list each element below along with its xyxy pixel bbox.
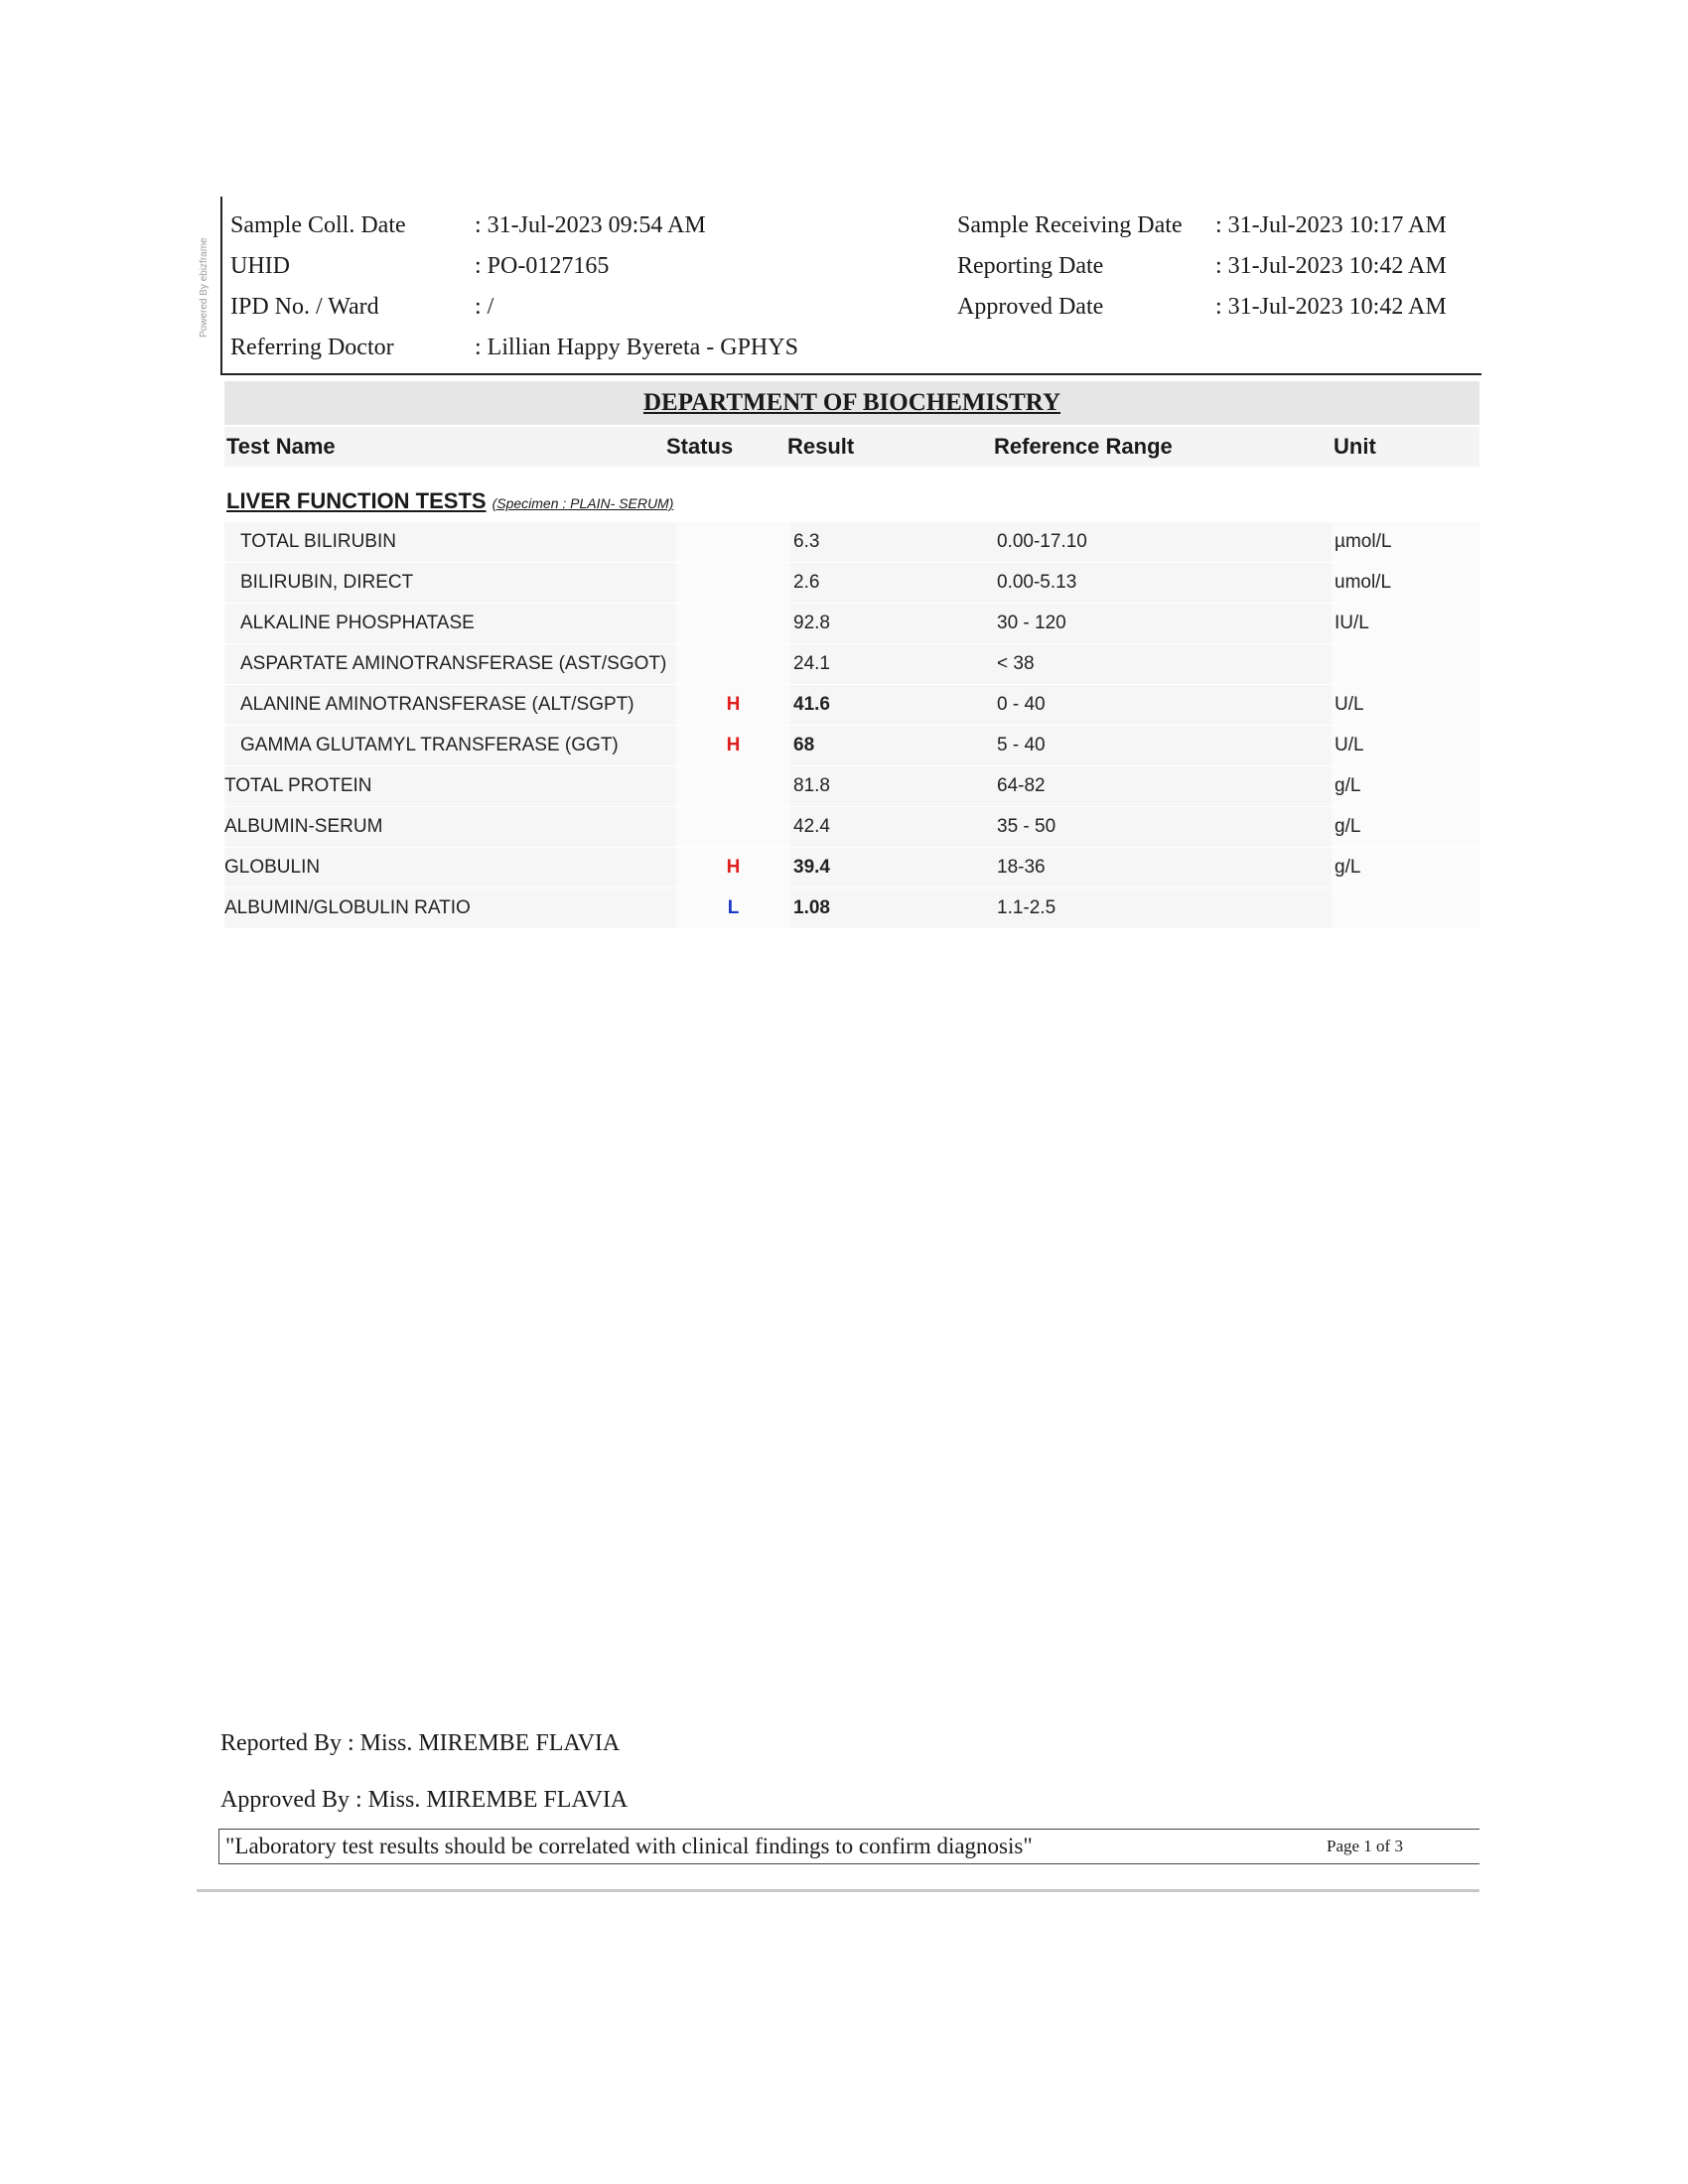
table-column-headers bbox=[224, 427, 1479, 467]
col-result: Result bbox=[787, 434, 855, 459]
specimen-note: (Specimen : PLAIN- SERUM) bbox=[492, 495, 674, 511]
header-label: UHID bbox=[230, 253, 290, 279]
test-range: 64-82 bbox=[997, 775, 1046, 796]
test-name: TOTAL BILIRUBIN bbox=[240, 531, 396, 552]
test-range: 18-36 bbox=[997, 857, 1046, 878]
test-result: 39.4 bbox=[793, 857, 830, 878]
header-label: Sample Receiving Date bbox=[957, 212, 1183, 238]
test-result: 68 bbox=[793, 735, 815, 755]
test-result: 1.08 bbox=[793, 897, 830, 918]
col-reference-range: Reference Range bbox=[994, 434, 1173, 459]
test-result: 6.3 bbox=[793, 531, 820, 552]
test-unit: U/L bbox=[1335, 694, 1364, 715]
header-value: : PO-0127165 bbox=[475, 253, 610, 279]
col-unit: Unit bbox=[1334, 434, 1376, 459]
section-title-text: LIVER FUNCTION TESTS bbox=[226, 488, 487, 513]
test-range: 0.00-17.10 bbox=[997, 531, 1087, 552]
test-range: 30 - 120 bbox=[997, 613, 1066, 633]
test-name: ALBUMIN/GLOBULIN RATIO bbox=[224, 897, 471, 918]
header-value: : 31-Jul-2023 10:42 AM bbox=[1215, 294, 1447, 320]
test-range: < 38 bbox=[997, 653, 1035, 674]
test-unit: g/L bbox=[1335, 816, 1361, 837]
table-row bbox=[224, 563, 1479, 604]
patient-header bbox=[220, 197, 1481, 375]
test-name: ALANINE AMINOTRANSFERASE (ALT/SGPT) bbox=[240, 694, 634, 715]
department-title bbox=[224, 381, 1479, 425]
results-table bbox=[224, 522, 1479, 929]
test-unit: U/L bbox=[1335, 735, 1364, 755]
test-range: 35 - 50 bbox=[997, 816, 1056, 837]
header-value: : Lillian Happy Byereta - GPHYS bbox=[475, 335, 798, 360]
table-row bbox=[224, 685, 1479, 726]
test-result: 92.8 bbox=[793, 613, 830, 633]
test-unit: g/L bbox=[1335, 775, 1361, 796]
col-test-name: Test Name bbox=[226, 434, 336, 459]
header-label: Referring Doctor bbox=[230, 335, 394, 360]
test-result: 41.6 bbox=[793, 694, 830, 715]
test-unit: IU/L bbox=[1335, 613, 1369, 633]
disclaimer-text: "Laboratory test results should be correlated with clinical findings to confirm diagnosis" bbox=[225, 1834, 1033, 1858]
section-title bbox=[226, 488, 673, 514]
department-title-text: DEPARTMENT OF BIOCHEMISTRY bbox=[642, 389, 1061, 416]
test-range: 5 - 40 bbox=[997, 735, 1046, 755]
table-row bbox=[224, 766, 1479, 807]
test-name: BILIRUBIN, DIRECT bbox=[240, 572, 414, 593]
test-result: 2.6 bbox=[793, 572, 820, 593]
test-range: 1.1-2.5 bbox=[997, 897, 1056, 918]
header-label: Approved Date bbox=[957, 294, 1104, 320]
test-result: 24.1 bbox=[793, 653, 830, 674]
disclaimer-box bbox=[218, 1829, 1479, 1864]
col-status: Status bbox=[666, 434, 734, 459]
table-row bbox=[224, 726, 1479, 766]
test-name: GLOBULIN bbox=[224, 857, 321, 878]
test-status: H bbox=[726, 857, 741, 878]
test-range: 0.00-5.13 bbox=[997, 572, 1077, 593]
test-result: 81.8 bbox=[793, 775, 830, 796]
bottom-divider bbox=[197, 1889, 1479, 1892]
table-row bbox=[224, 888, 1479, 929]
test-name: ASPARTATE AMINOTRANSFERASE (AST/SGOT) bbox=[240, 653, 667, 674]
table-row bbox=[224, 848, 1479, 888]
test-unit: g/L bbox=[1335, 857, 1361, 878]
header-value: : / bbox=[475, 294, 494, 320]
header-value: : 31-Jul-2023 09:54 AM bbox=[475, 212, 706, 238]
table-row bbox=[224, 807, 1479, 848]
table-row bbox=[224, 522, 1479, 563]
test-status: H bbox=[726, 694, 741, 715]
approved-by: Approved By : Miss. MIREMBE FLAVIA bbox=[220, 1787, 629, 1813]
test-status: H bbox=[726, 735, 741, 755]
header-label: IPD No. / Ward bbox=[230, 294, 379, 320]
table-row bbox=[224, 644, 1479, 685]
test-unit: µmol/L bbox=[1335, 531, 1392, 552]
test-name: TOTAL PROTEIN bbox=[224, 775, 372, 796]
test-name: ALBUMIN-SERUM bbox=[224, 816, 383, 837]
test-name: GAMMA GLUTAMYL TRANSFERASE (GGT) bbox=[240, 735, 619, 755]
test-result: 42.4 bbox=[793, 816, 830, 837]
header-value: : 31-Jul-2023 10:42 AM bbox=[1215, 253, 1447, 279]
page-number: Page 1 of 3 bbox=[1327, 1837, 1403, 1855]
header-value: : 31-Jul-2023 10:17 AM bbox=[1215, 212, 1447, 238]
header-label: Reporting Date bbox=[957, 253, 1104, 279]
table-row bbox=[224, 604, 1479, 644]
side-watermark-text: Powered By ebizframe bbox=[199, 237, 210, 338]
test-range: 0 - 40 bbox=[997, 694, 1046, 715]
test-name: ALKALINE PHOSPHATASE bbox=[240, 613, 475, 633]
reported-by: Reported By : Miss. MIREMBE FLAVIA bbox=[220, 1730, 621, 1756]
test-status: L bbox=[727, 897, 740, 918]
header-label: Sample Coll. Date bbox=[230, 212, 406, 238]
test-unit: umol/L bbox=[1335, 572, 1392, 593]
